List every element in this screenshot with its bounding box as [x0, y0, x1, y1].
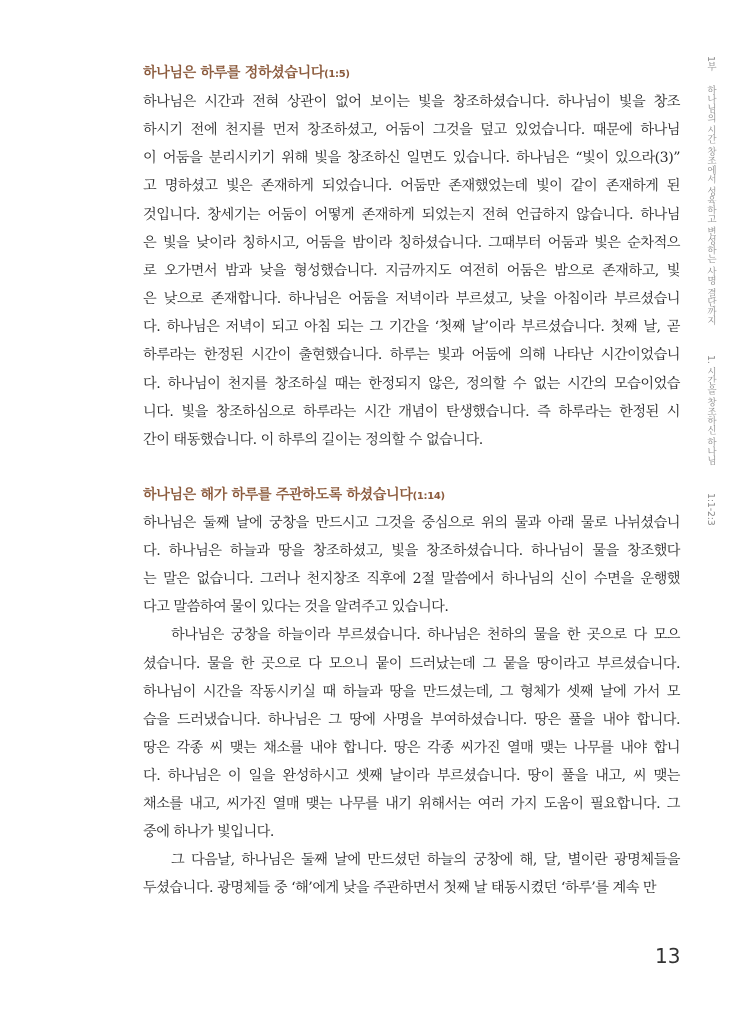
body-line: 은 낮으로 존재합니다. 하나님은 어둠을 저녁이라 부르셨고, 낮을 아침이라 부르셨습니 [143, 291, 680, 308]
body-line: 은 빛을 낮이라 칭하시고, 어둠을 밤이라 칭하셨습니다. 그때부터 어둠과 빛은 순차적으 [143, 234, 680, 251]
running-header [697, 56, 717, 527]
body-line: 간이 태동했습니다. 이 하루의 길이는 정의할 수 없습니다. [143, 431, 483, 448]
page-number: 13 [655, 944, 681, 968]
body-line: 하나님이 시간을 작동시키실 때 하늘과 땅을 만드셨는데, 그 형체가 셋째 날에 가서 모 [143, 683, 680, 700]
running-header-book-title: 하나님의 시간 창조에서 성육하고 변성하는 사명 결단까지 [705, 85, 716, 326]
section-heading-1-text: 하나님은 하루를 정하셨습니다 [143, 65, 325, 81]
body-line: 채소를 내고, 씨가진 열매 맺는 나무를 내기 위해서는 여러 가지 도움이 필요합니다. 그 [143, 796, 680, 812]
body-line: 하나님은 궁창을 하늘이라 부르셨습니다. 하나님은 천하의 물을 한 곳으로 다 모으 [171, 627, 680, 644]
body-line: 그 다음날, 하나님은 둘째 날에 만드셨던 하늘의 궁창에 해, 달, 별이란 광명체들을 [171, 852, 680, 869]
body-line: 것입니다. 창세기는 어둠이 어떻게 존재하게 되었는지 전혀 언급하지 않습니다. 하나님 [143, 206, 680, 223]
body-line: 하시기 전에 천지를 먼저 창조하셨고, 어둠이 그것을 덮고 있었습니다. 때문에 하나님 [143, 122, 680, 139]
body-line: 하나님은 시간과 전혀 상관이 없어 보이는 빛을 창조하셨습니다. 하나님이 빛을 창조 [143, 94, 680, 110]
body-line: 다고 말씀하여 물이 있다는 것을 알려주고 있습니다. [143, 599, 449, 616]
body-line: 습을 드러냈습니다. 하나님은 그 땅에 사명을 부여하셨습니다. 땅은 풀을 내야 합니다. [143, 711, 680, 728]
body-line: 로 오가면서 밤과 낮을 형성했습니다. 지금까지도 여전히 어둠은 밤으로 존재하고, 빛 [143, 262, 680, 279]
body-line: 땅은 각종 씨 맺는 채소를 내야 합니다. 땅은 각종 씨가진 열매 맺는 나무를 내야 합니 [143, 739, 680, 756]
body-line: 중에 하나가 빛입니다. [143, 824, 274, 841]
running-header-part: 1부 [705, 56, 716, 72]
body-line: 니다. 빛을 창조하심으로 하루라는 시간 개념이 탄생했습니다. 즉 하루라는 한정된 시 [143, 403, 680, 420]
section-heading-1 [143, 62, 350, 82]
body-line: 하나님은 둘째 날에 궁창을 만드시고 그것을 중심으로 위의 물과 아래 물로 나뉘셨습니 [143, 515, 680, 531]
body-line: 고 명하셨고 빛은 존재하게 되었습니다. 어둠만 존재했었는데 빛이 같이 존재하게 된 [143, 178, 680, 195]
body-line: 는 말은 없습니다. 그러나 천지창조 직후에 2절 말씀에서 하나님의 신이 수면을 운행했 [143, 571, 680, 588]
body-line: 하루라는 한정된 시간이 출현했습니다. 하루는 빛과 어둠에 의해 나타난 시간이었습니 [143, 347, 680, 364]
body-line: 다. 하나님은 하늘과 땅을 창조하셨고, 빛을 창조하셨습니다. 하나님이 물을 창조했다 [143, 543, 680, 560]
body-line: 셨습니다. 물을 한 곳으로 다 모으니 뭍이 드러났는데 그 뭍을 땅이라고 부르셨습니다. [143, 655, 680, 672]
body-line: 다. 하나님은 이 일을 완성하시고 셋째 날이라 부르셨습니다. 땅이 풀을 내고, 씨 맺는 [143, 767, 680, 784]
section-heading-2-ref: (1:14) [412, 491, 445, 502]
body-line: 다. 하나님이 천지를 창조하실 때는 한정되지 않은, 정의할 수 없는 시간의 모습이었습 [143, 375, 680, 392]
body-line: 두셨습니다. 광명체들 중 ‘해’에게 낮을 주관하면서 첫째 날 태동시켰던 ‘하루’를 계속 만 [143, 880, 657, 897]
running-header-range: 1:1-2:3 [705, 493, 716, 527]
section-heading-2-text: 하나님은 해가 하루를 주관하도록 하셨습니다 [143, 487, 413, 503]
body-line: 이 어둠을 분리시키기 위해 빛을 창조하신 일면도 있습니다. 하나님은 “빛이 있으라(3)” [143, 150, 680, 167]
body-line: 다. 하나님은 저녁이 되고 아침 되는 그 기간을 ‘첫째 날’이라 부르셨습니다. 첫째 날, 곧 [143, 319, 680, 336]
section-heading-1-ref: (1:5) [324, 69, 350, 80]
running-header-chapter: 1. 시간을 창조하신 하나님 [705, 355, 716, 466]
section-heading-2 [143, 484, 445, 504]
